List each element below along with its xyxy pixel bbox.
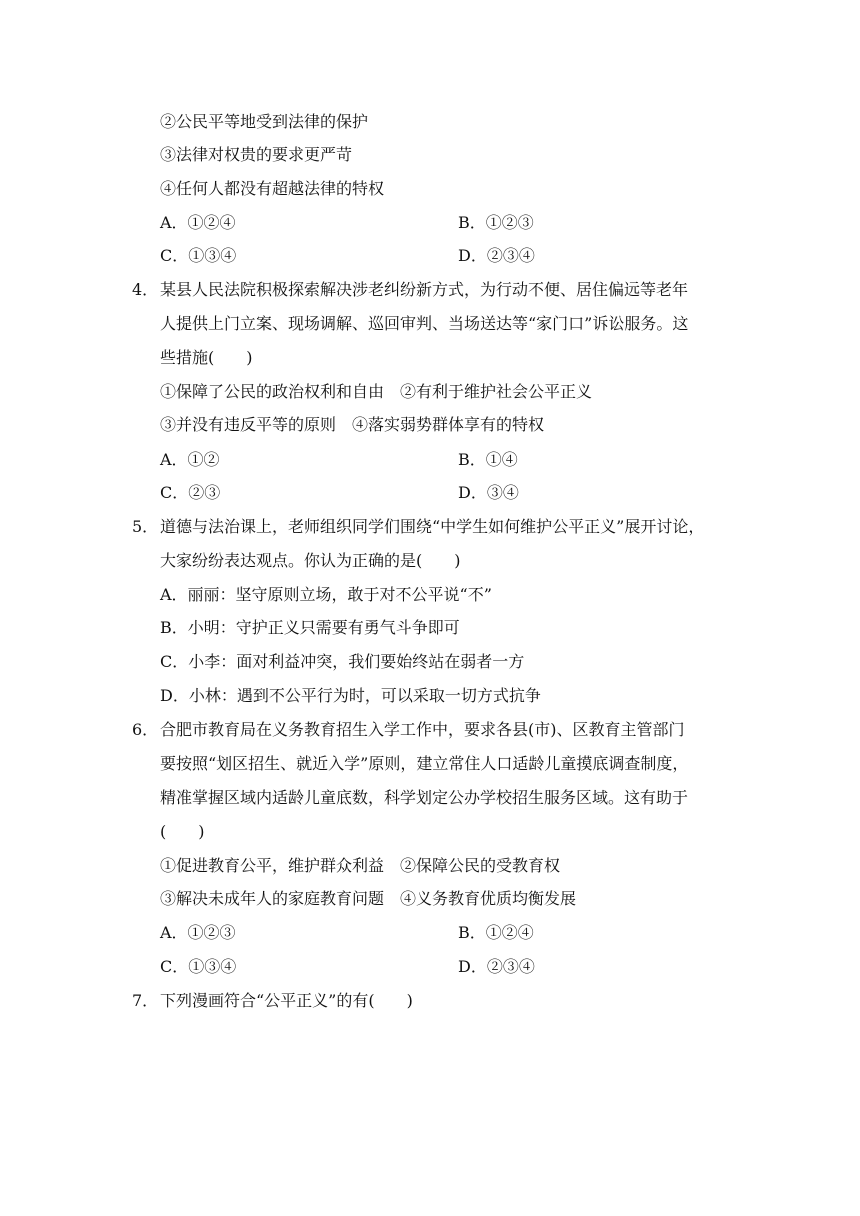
q5-stem-line-2: 大家纷纷表达观点。你认为正确的是( ) <box>160 551 461 570</box>
q5-stem-line-1: 道德与法治课上，老师组织同学们围绕“中学生如何维护公平正义”展开讨论， <box>160 517 705 536</box>
q3-statement-2: ②公民平等地受到法律的保护 <box>160 112 369 131</box>
q4-option-d: D．③④ <box>458 483 519 502</box>
q4-statements-line-1: ①保障了公民的政治权利和自由 ②有利于维护社会公平正义 <box>160 382 593 401</box>
q6-stem-line-3: 精准掌握区域内适龄儿童底数，科学划定公办学校招生服务区域。这有助于 <box>160 788 689 807</box>
q6-option-b: B．①②④ <box>458 923 534 942</box>
q3-option-c: C．①③④ <box>160 246 237 265</box>
q4-stem-line-1: 某县人民法院积极探索解决涉老纠纷新方式，为行动不便、居住偏远等老年 <box>160 280 689 299</box>
q5-option-c: C．小李：面对利益冲突，我们要始终站在弱者一方 <box>160 652 525 671</box>
q6-stem-line-1: 合肥市教育局在义务教育招生入学工作中，要求各县(市)、区教育主管部门 <box>160 720 685 739</box>
q3-option-d: D．②③④ <box>458 246 535 265</box>
q7-stem-line-1: 下列漫画符合“公平正义”的有( ) <box>160 991 413 1010</box>
q3-option-b: B．①②③ <box>458 213 534 232</box>
q5-option-b: B．小明：守护正义只需要有勇气斗争即可 <box>160 618 460 637</box>
q6-number: 6． <box>132 720 159 739</box>
q6-option-c: C．①③④ <box>160 957 237 976</box>
q7-number: 7． <box>132 991 159 1010</box>
q6-statements-line-2: ③解决未成年人的家庭教育问题 ④义务教育优质均衡发展 <box>160 889 577 908</box>
q4-statements-line-2: ③并没有违反平等的原则 ④落实弱势群体享有的特权 <box>160 415 545 434</box>
q5-option-d: D．小林：遇到不公平行为时，可以采取一切方式抗争 <box>160 686 541 705</box>
q3-statement-3: ③法律对权贵的要求更严苛 <box>160 145 353 164</box>
q3-option-a: A．①②④ <box>160 213 236 232</box>
q4-option-c: C．②③ <box>160 483 221 502</box>
q5-number: 5． <box>132 517 159 536</box>
q6-stem-line-2: 要按照“划区招生、就近入学”原则，建立常住人口适龄儿童摸底调查制度， <box>160 754 689 773</box>
q5-option-a: A．丽丽：坚守原则立场，敢于对不公平说“不” <box>160 585 492 604</box>
q4-stem-line-2: 人提供上门立案、现场调解、巡回审判、当场送达等“家门口”诉讼服务。这 <box>160 314 689 333</box>
q4-number: 4． <box>132 280 159 299</box>
q6-option-a: A．①②③ <box>160 923 236 942</box>
q4-stem-line-3: 些措施( ) <box>160 348 253 367</box>
q6-statements-line-1: ①促进教育公平，维护群众利益 ②保障公民的受教育权 <box>160 856 561 875</box>
q4-option-b: B．①④ <box>458 450 518 469</box>
q4-option-a: A．①② <box>160 450 220 469</box>
q6-option-d: D．②③④ <box>458 957 535 976</box>
q6-stem-line-4: ( ) <box>160 822 205 841</box>
q3-statement-4: ④任何人都没有超越法律的特权 <box>160 179 385 198</box>
